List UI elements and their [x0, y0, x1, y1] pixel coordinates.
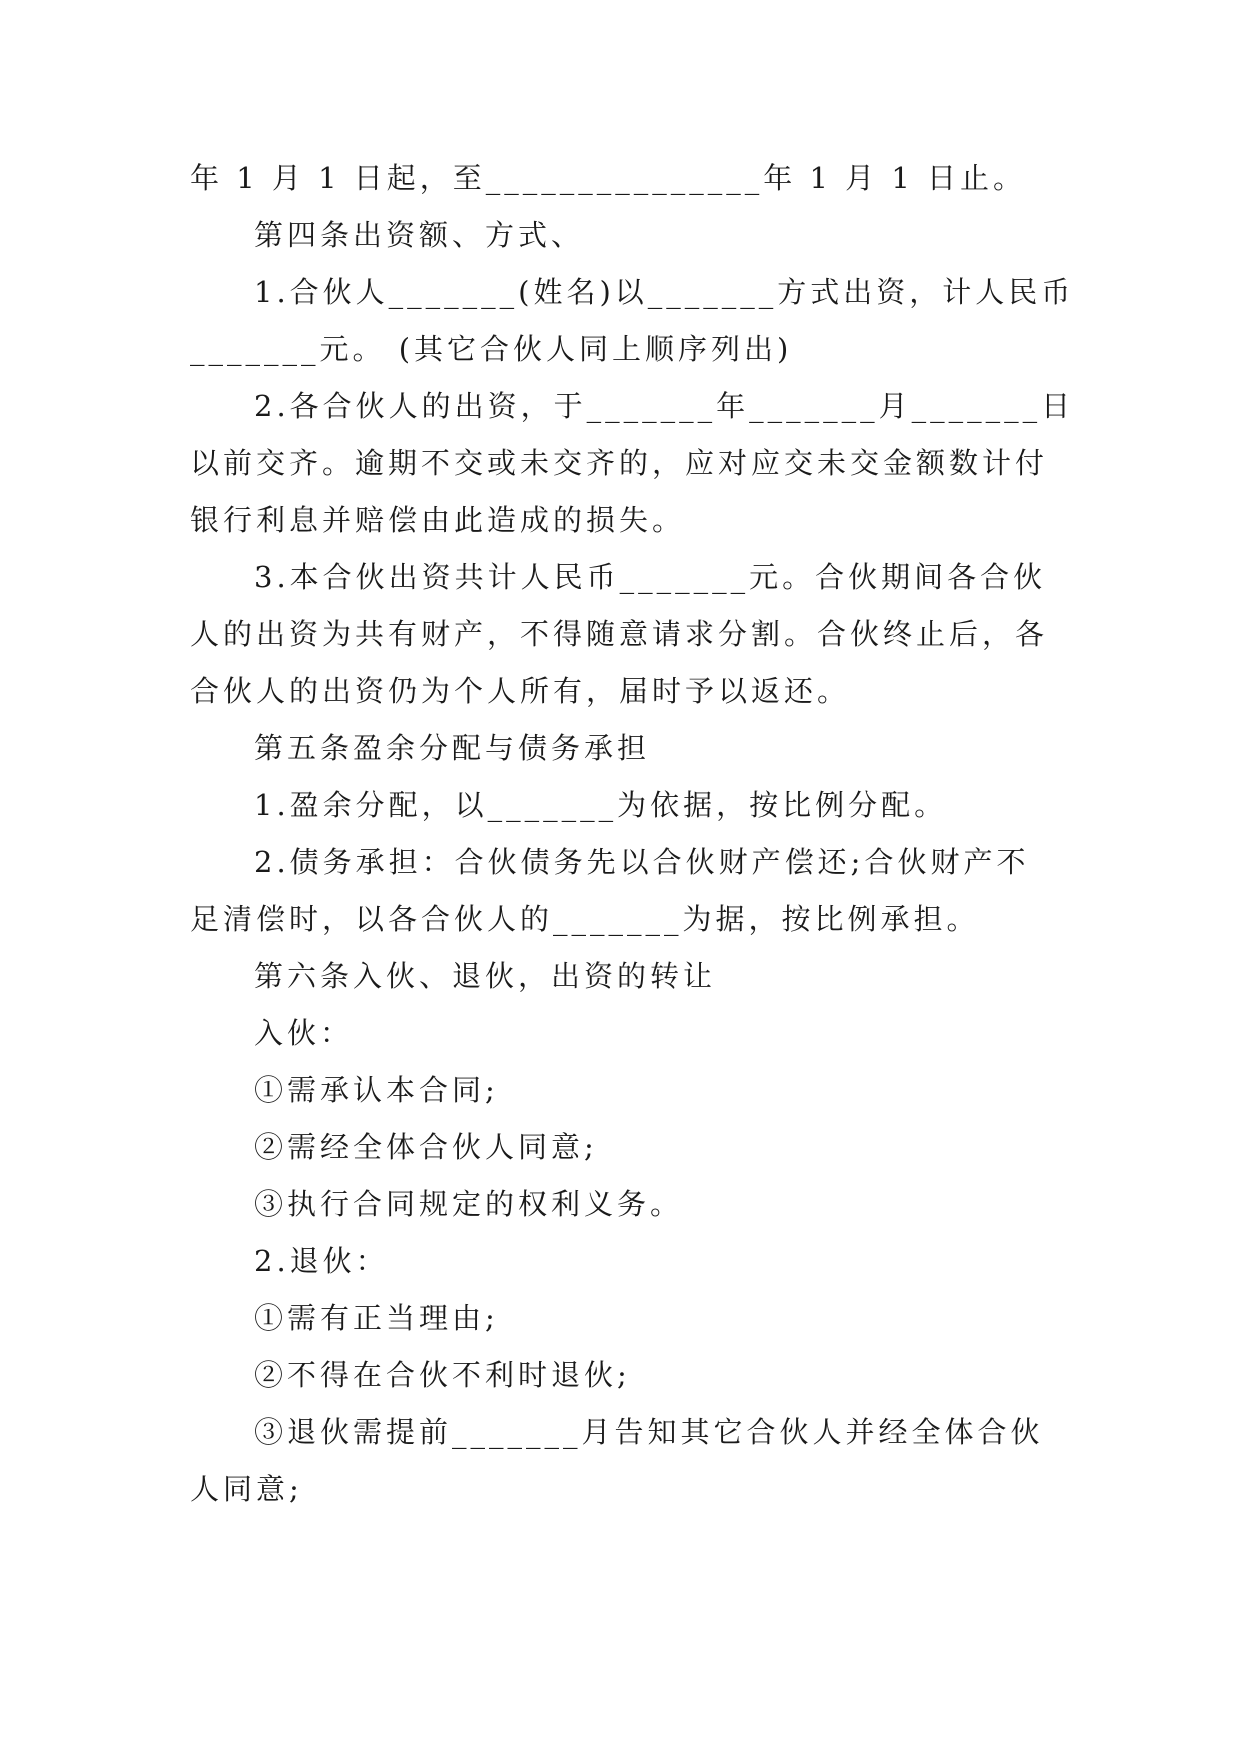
text-line-term-end: 年 1 月 1 日起，至_______________年 1 月 1 日止。: [190, 161, 1027, 195]
text-line-5-2-a: 2.债务承担：合伙债务先以合伙财产偿还;合伙财产不: [254, 845, 1030, 879]
list-item-join-3: ③执行合同规定的权利义务。: [254, 1187, 684, 1221]
heading-article-4: 第四条出资额、方式、: [254, 218, 585, 252]
list-item-join-1: ①需承认本合同;: [254, 1073, 499, 1107]
text-line-4-3-c: 合伙人的出资仍为个人所有，届时予以返还。: [190, 674, 851, 708]
list-item-withdraw-1: ①需有正当理由;: [254, 1301, 499, 1335]
text-line-5-1: 1.盈余分配，以_______为依据，按比例分配。: [254, 788, 948, 822]
text-line-5-2-b: 足清偿时，以各合伙人的_______为据，按比例承担。: [190, 902, 980, 936]
text-line-withdraw-heading: 2.退伙：: [254, 1244, 389, 1278]
heading-article-6: 第六条入伙、退伙，出资的转让: [254, 959, 717, 993]
text-line-4-3-a: 3.本合伙出资共计人民币_______元。合伙期间各合伙: [254, 560, 1047, 594]
text-line-4-3-b: 人的出资为共有财产，不得随意请求分割。合伙终止后，各: [190, 617, 1049, 651]
text-line-join-heading: 入伙：: [254, 1016, 354, 1050]
text-line-4-2-b: 以前交齐。逾期不交或未交齐的，应对应交未交金额数计付: [190, 446, 1049, 480]
text-line-4-1-b: _______元。 (其它合伙人同上顺序列出): [190, 332, 793, 366]
heading-article-5: 第五条盈余分配与债务承担: [254, 731, 651, 765]
list-item-withdraw-3-b: 人同意;: [190, 1472, 303, 1506]
list-item-withdraw-2: ②不得在合伙不利时退伙;: [254, 1358, 631, 1392]
text-line-4-2-c: 银行利息并赔偿由此造成的损失。: [190, 503, 686, 537]
list-item-join-2: ②需经全体合伙人同意;: [254, 1130, 598, 1164]
list-item-withdraw-3-a: ③退伙需提前_______月告知其它合伙人并经全体合伙: [254, 1415, 1044, 1449]
text-line-4-1-a: 1.合伙人_______(姓名)以_______方式出资，计人民币: [254, 275, 1075, 309]
text-line-4-2-a: 2.各合伙人的出资，于_______年_______月_______日: [254, 389, 1075, 423]
